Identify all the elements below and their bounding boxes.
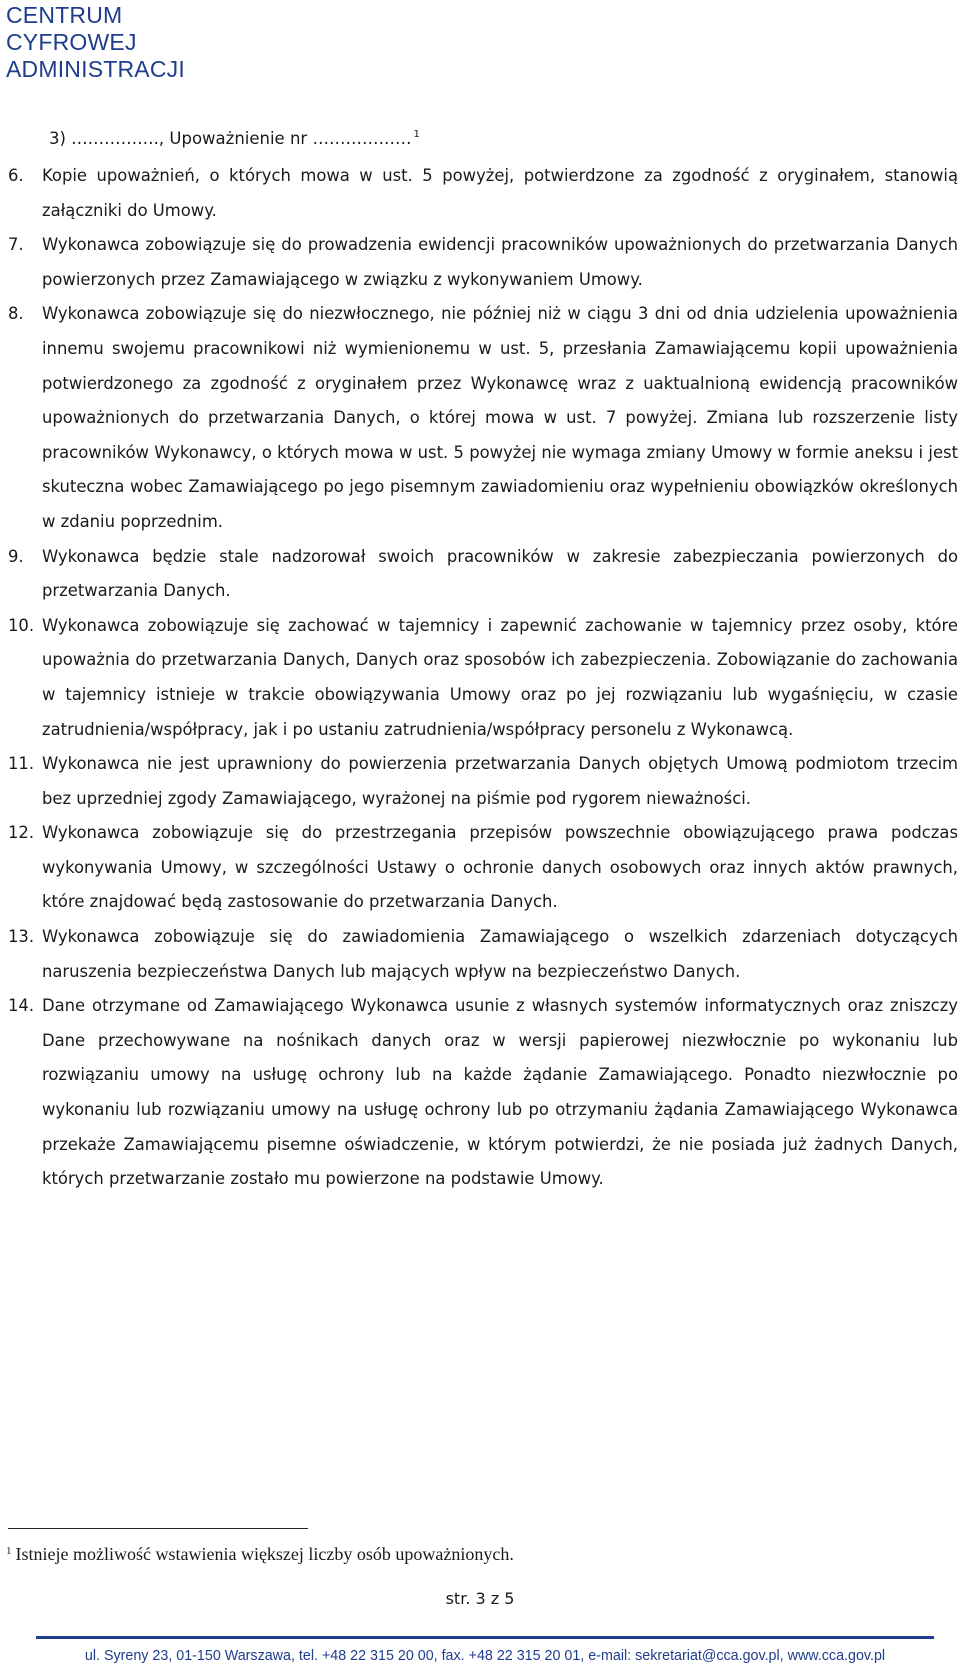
footnote-separator (8, 1528, 308, 1529)
item-number: 10. (8, 615, 35, 635)
item-text: Kopie upoważnień, o których mowa w ust. 5 powyżej, potwierdzone za zgodność z oryginałem, stanowią załączniki do Umowy. (42, 166, 958, 220)
item-number: 11. (8, 754, 35, 774)
footnote-text: Istnieje możliwość wstawienia większej liczby osób upoważnionych. (15, 1544, 514, 1564)
item-text: Wykonawca zobowiązuje się zachować w tajemnicy i zapewnić zachowanie w tajemnicy przez osoby, które upoważnia do przetwarzania Danych, Danych oraz sposobów ich zabezpieczenia. Zobowiązanie do zachowania w tajemnicy istnieje w trakcie obowiązywania Umowy oraz po jej rozwiązaniu lub wygaśnięciu, w czasie zatrudnienia/współpracy, jak i po ustaniu zatrudnienia/współpracy personelu z Wykonawcą. (42, 615, 958, 739)
logo-line-1: CENTRUM (6, 2, 123, 28)
list-item (8, 989, 958, 1197)
item-number: 13. (8, 927, 35, 947)
authorization-text: 3) ……………., Upoważnienie nr ……………… (49, 129, 412, 148)
footer-contact: ul. Syreny 23, 01-150 Warszawa, tel. +48 22 315 20 00, fax. +48 22 315 20 01, e-mail: sekretariat@cca.gov.pl, www.cca.gov.pl (84, 1648, 886, 1664)
list-item (8, 540, 958, 609)
list-item (8, 609, 958, 747)
footnote-reference: 1 (413, 129, 420, 140)
numbered-list (8, 159, 958, 1197)
item-text: Wykonawca zobowiązuje się do niezwłocznego, nie później niż w ciągu 3 dni od dnia udzielenia upoważnienia innemu swojemu pracownikowi niż wymienionemu w ust. 5, przesłania Zamawiającemu kopii upoważnienia potwierdzonego za zgodność z oryginałem przez Wykonawcę wraz z uaktualnioną ewidencją pracowników upoważnionych do przetwarzania Danych, o której mowa w ust. 7 powyżej. Zmiana lub rozszerzenie listy pracowników Wykonawcy, o których mowa w ust. 5 powyżej nie wymaga zmiany Umowy w formie aneksu i jest skuteczna wobec Zamawiającego po jego pisemnym zawiadomieniu oraz wypełnieniu obowiązków określonych w zdaniu poprzednim. (42, 304, 958, 531)
item-number: 7. (8, 235, 24, 255)
item-number: 9. (8, 546, 24, 566)
item-number: 12. (8, 823, 35, 843)
item-text: Wykonawca zobowiązuje się do prowadzenia ewidencji pracowników upoważnionych do przetwarzania Danych powierzonych przez Zamawiającego w związku z wykonywaniem Umowy. (42, 235, 958, 289)
list-item (8, 920, 958, 989)
authorization-line (49, 128, 420, 150)
footnote (6, 1542, 514, 1566)
item-text: Dane otrzymane od Zamawiającego Wykonawca usunie z własnych systemów informatycznych oraz zniszczy Dane przechowywane na nośnikach danych oraz w wersji papierowej niezwłocznie po wykonaniu lub rozwiązaniu umowy na usługę ochrony lub na każde żądanie Zamawiającego. Ponadto niezwłocznie po wykonaniu lub rozwiązaniu umowy na usługę ochrony lub po otrzymaniu żądania Zamawiającego Wykonawca przekaże Zamawiającemu pisemne oświadczenie, w którym potwierdzi, że nie posiada już żadnych Danych, których przetwarzanie zostało mu powierzone na podstawie Umowy. (42, 996, 958, 1189)
item-text: Wykonawca będzie stale nadzorował swoich pracowników w zakresie zabezpieczania powierzonych do przetwarzania Danych. (42, 546, 958, 601)
list-item (8, 816, 958, 920)
item-number: 6. (8, 166, 24, 185)
list-item (8, 159, 958, 228)
cca-logo (6, 2, 185, 83)
list-item (8, 228, 958, 297)
footnote-marker: 1 (6, 1545, 12, 1557)
list-item (8, 297, 958, 539)
logo-line-3: ADMINISTRACJI (6, 56, 185, 82)
item-number: 8. (8, 304, 24, 324)
page-number: str. 3 z 5 (445, 1589, 515, 1608)
item-text: Wykonawca zobowiązuje się do zawiadomienia Zamawiającego o wszelkich zdarzeniach dotyczących naruszenia bezpieczeństwa Danych lub mających wpływ na bezpieczeństwo Danych. (42, 927, 958, 981)
logo-line-2: CYFROWEJ (6, 29, 137, 55)
item-text: Wykonawca nie jest uprawniony do powierzenia przetwarzania Danych objętych Umową podmiotom trzecim bez uprzedniej zgody Zamawiającego, wyrażonej na piśmie pod rygorem nieważności. (42, 754, 958, 808)
item-number: 14. (8, 996, 35, 1016)
footer-divider (36, 1636, 934, 1639)
item-text: Wykonawca zobowiązuje się do przestrzegania przepisów powszechnie obowiązującego prawa podczas wykonywania Umowy, w szczególności Ustawy o ochronie danych osobowych oraz innych aktów prawnych, które znajdować będą zastosowanie do przetwarzania Danych. (42, 823, 958, 912)
list-item (8, 747, 958, 816)
